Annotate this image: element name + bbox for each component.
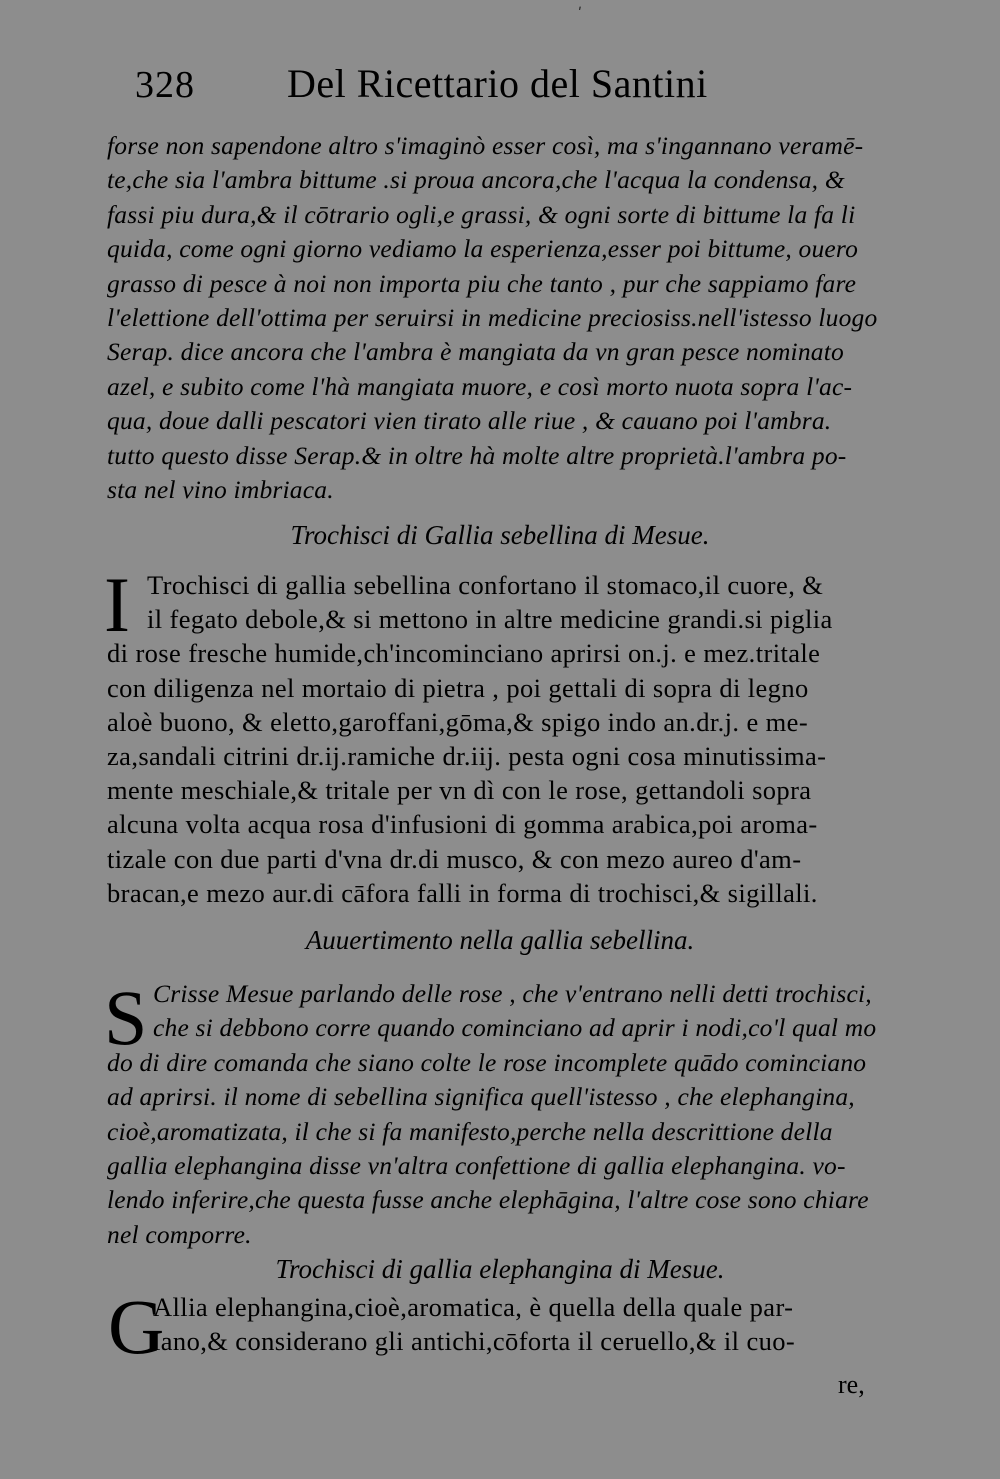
running-title: Del Ricettario del Santini (287, 61, 708, 106)
text-line: bracan,e mezo aur.di cāfora falli in forma di trochisci,& sigillali. (107, 877, 818, 908)
text-line: Crisse Mesue parlando delle rose , che v'entrano nelli detti trochisci, (153, 979, 872, 1008)
text-line: azel, e subito come l'hà mangiata muore, e così morto nuota sopra l'ac- (107, 371, 853, 401)
paragraph-ambra (107, 129, 917, 507)
text-line: che si debbono corre quando cominciano ad aprir i nodi,co'l qual mo (153, 1013, 877, 1043)
scan-speck: ʹ (578, 6, 582, 22)
page-header (135, 60, 735, 112)
text-line: aloè buono, & eletto,garoffani,gōma,& spigo indo an.dr.j. e me- (107, 706, 809, 737)
page-number: 328 (135, 64, 195, 106)
text-line: nel comporre. (107, 1219, 252, 1249)
text-line: tutto questo disse Serap.& in oltre hà molte altre proprietà.l'ambra po- (107, 440, 847, 470)
section-heading: Trochisci di Gallia sebellina di Mesue. (290, 520, 710, 550)
paragraph-avvertimento (107, 977, 917, 1252)
text-line: qua, doue dalli pescatori vien tirato alle riue , & cauano poi l'ambra. (107, 406, 832, 436)
text-line: te,che sia l'ambra bittume .si proua ancora,che l'acqua la condensa, & (107, 165, 845, 195)
text-line: quida, come ogni giorno vediamo la esperienza,esser poi bittume, ouero (107, 234, 859, 264)
text-line: fassi piu dura,& il cōtrario ogli,e grassi, & ogni sorte di bittume la fa li (107, 199, 856, 229)
text-line: gallia elephangina disse vn'altra confettione di gallia elephangina. vo- (107, 1151, 846, 1181)
text-line: mente meschiale,& tritale per vn dì con le rose, gettandoli sopra (107, 775, 812, 806)
text-line: tizale con due parti d'vna dr.di musco, & con mezo aureo d'am- (107, 843, 802, 874)
text-line: lano,& considerano gli antichi,cōforta il ceruello,& il cuo- (153, 1326, 796, 1357)
text-line: Serap. dice ancora che l'ambra è mangiata da vn gran pesce nominato (107, 337, 844, 367)
section-heading: Auuertimento nella gallia sebellina. (305, 925, 695, 955)
text-line: grasso di pesce à noi non importa piu che tanto , pur che sappiamo fare (107, 268, 857, 298)
text-line: Trochisci di gallia sebellina confortano il stomaco,il cuore, & (147, 570, 824, 600)
text-line: di rose fresche humide,ch'incominciano aprirsi on.j. e mez.tritale (107, 638, 821, 669)
text-line: do di dire comanda che siano colte le rose incomplete quādo cominciano (107, 1047, 867, 1077)
text-line: alcuna volta acqua rosa d'infusioni di gomma arabica,poi aroma- (107, 809, 818, 840)
text-line: cioè,aromatizata, il che si fa manifesto,perche nella descrittione della (107, 1116, 833, 1146)
catchword: re, (838, 1370, 865, 1399)
text-line: sta nel vino imbriaca. (107, 475, 334, 505)
paragraph-trochisci-elephangina (107, 1290, 917, 1358)
drop-cap: I (104, 561, 130, 648)
text-line: lendo inferire,che questa fusse anche elephāgina, l'altre cose sono chiare (107, 1185, 869, 1215)
drop-cap: G (108, 1283, 165, 1370)
text-line: forse non sapendone altro s'imaginò esser così, ma s'ingannano veramē- (107, 131, 864, 160)
text-line: za,sandali citrini dr.ij.ramiche dr.iij. pesta ogni cosa minutissima- (107, 741, 827, 772)
section-heading: Trochisci di gallia elephangina di Mesue. (275, 1254, 725, 1284)
text-line: l'elettione dell'ottima per seruirsi in medicine preciosiss.nell'istesso luogo (107, 303, 878, 333)
drop-cap: S (104, 974, 148, 1061)
text-line: il fegato debole,& si mettono in altre medicine grandi.si piglia (147, 604, 833, 635)
paragraph-trochisci-sebellina (107, 568, 917, 910)
text-line: Allia elephangina,cioè,aromatica, è quella della quale par- (153, 1292, 794, 1322)
text-line: ad aprirsi. il nome di sebellina significa quell'istesso , che elephangina, (107, 1082, 855, 1112)
text-line: con diligenza nel mortaio di pietra , poi gettali di sopra di legno (107, 672, 809, 703)
